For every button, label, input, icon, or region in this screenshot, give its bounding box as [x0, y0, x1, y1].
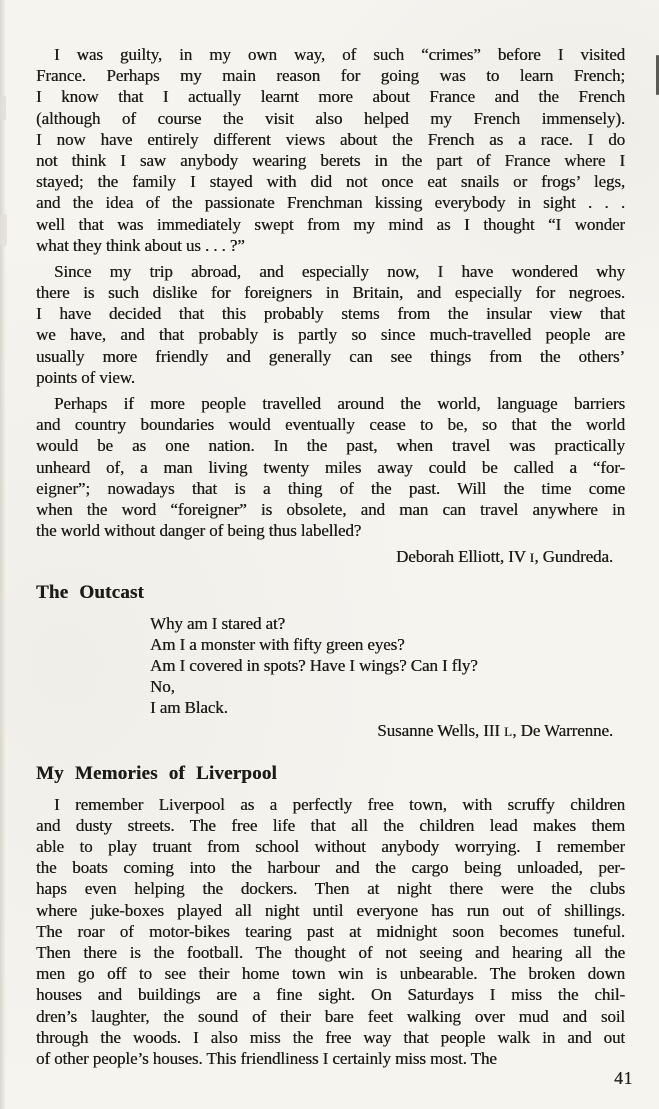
text-line: Since my trip abroad, and especially now, I have wondered why — [54, 261, 625, 281]
text-line: No, — [150, 677, 175, 697]
text-line: would be as one nation. In the past, when travel was practically — [36, 436, 625, 456]
form-letter-smallcap: I — [529, 550, 535, 566]
text-line: points of view. — [36, 367, 135, 387]
essay-paragraph-2 — [36, 261, 625, 388]
text-line: The roar of motor-bikes tearing past at midnight soon becomes tuneful. — [36, 921, 625, 941]
text-line: the boats coming into the harbour and the cargo being unloaded, per- — [36, 858, 625, 878]
text-line: stayed; the family I stayed with did not once eat snails or frogs’ legs, — [36, 172, 625, 192]
poem-title: The Outcast — [36, 581, 145, 603]
page-number: 41 — [614, 1068, 633, 1088]
text-line: I know that I actually learnt more about France and the French — [36, 87, 625, 107]
text-line: usually more friendly and generally can see things from the others’ — [36, 346, 625, 366]
memoir-title: My Memories of Liverpool — [36, 762, 277, 784]
attribution-text: Susanne Wells, III — [377, 721, 504, 741]
text-line: Am I a monster with fifty green eyes? — [150, 634, 405, 654]
poem-body — [150, 613, 625, 719]
text-line: houses and buildings are a fine sight. On Saturdays I miss the chil- — [36, 985, 625, 1005]
text-line: I was guilty, in my own way, of such “crimes” before I visited — [54, 45, 625, 64]
text-line: eigner”; nowadays that is a thing of the past. Will the time come — [36, 478, 625, 498]
attribution-text: , Gundreda. — [534, 547, 613, 567]
text-line: Then there is the football. The thought of not seeing and hearing all the — [36, 942, 625, 962]
text-line: Why am I stared at? — [150, 613, 285, 633]
text-line: haps even helping the dockers. Then at night there were the clubs — [36, 879, 625, 899]
attribution-text: Deborah Elliott, IV — [396, 547, 530, 567]
form-letter-smallcap: L — [503, 724, 513, 740]
text-line: dren’s laughter, the sound of their bare feet walking over mud and soil — [36, 1006, 625, 1026]
text-line: I have decided that this probably stems from the insular view that — [36, 304, 625, 324]
text-line: and the idea of the passionate Frenchman kissing everybody in sight . . . — [36, 193, 625, 213]
text-line: there is such dislike for foreigners in Britain, and especially for negroes. — [36, 283, 625, 303]
text-line: through the woods. I also miss the free way that people walk in and out — [36, 1027, 625, 1047]
scan-artifact — [0, 214, 7, 246]
text-column — [36, 44, 625, 1074]
scan-edge-shadow — [0, 0, 6, 1109]
essay-paragraph-3 — [36, 393, 625, 541]
text-line: and country boundaries would eventually cease to be, so that the world — [36, 415, 625, 435]
text-line: Perhaps if more people travelled around the world, language barriers — [54, 394, 625, 413]
text-line: (although of course the visit also helped my French immensely). — [36, 108, 625, 128]
scan-artifact — [0, 96, 6, 120]
memoir-paragraph-1 — [36, 794, 625, 1069]
text-line: where juke-boxes played all night until everyone has run out of shillings. — [36, 900, 625, 920]
essay-attribution — [36, 546, 625, 567]
text-line: of other people’s houses. This friendliness I certainly miss most. The — [36, 1048, 497, 1068]
text-line: Am I covered in spots? Have I wings? Can I fly? — [150, 655, 478, 675]
text-line: we have, and that probably is partly so since much-travelled people are — [36, 325, 625, 345]
text-line: France. Perhaps my main reason for going was to learn French; — [36, 66, 625, 86]
essay-paragraph-1 — [36, 44, 625, 256]
text-line: when the word “foreigner” is obsolete, and man can travel anywhere in — [36, 499, 625, 519]
text-line: men go off to see their home town win is unbearable. The broken down — [36, 964, 625, 984]
text-line: able to play truant from school without anybody worrying. I remember — [36, 837, 625, 856]
text-line: and dusty streets. The free life that all the children lead makes them — [36, 815, 625, 835]
text-line: not think I saw anybody wearing berets in the part of France where I — [36, 150, 625, 170]
text-line: I remember Liverpool as a perfectly free town, with scruffy children — [54, 794, 625, 814]
text-line: unheard of, a man living twenty miles away could be called a “for- — [36, 457, 625, 477]
text-line: the world without danger of being thus labelled? — [36, 521, 362, 541]
poem-attribution — [36, 720, 625, 741]
text-line: well that was immediately swept from my mind as I thought “I wonder — [36, 214, 625, 234]
text-line: I now have entirely different views about the French as a race. I do — [36, 129, 625, 149]
text-line: I am Black. — [150, 698, 228, 718]
text-line: what they think about us . . . ?” — [36, 235, 245, 255]
attribution-text: , De Warrenne. — [512, 721, 613, 741]
